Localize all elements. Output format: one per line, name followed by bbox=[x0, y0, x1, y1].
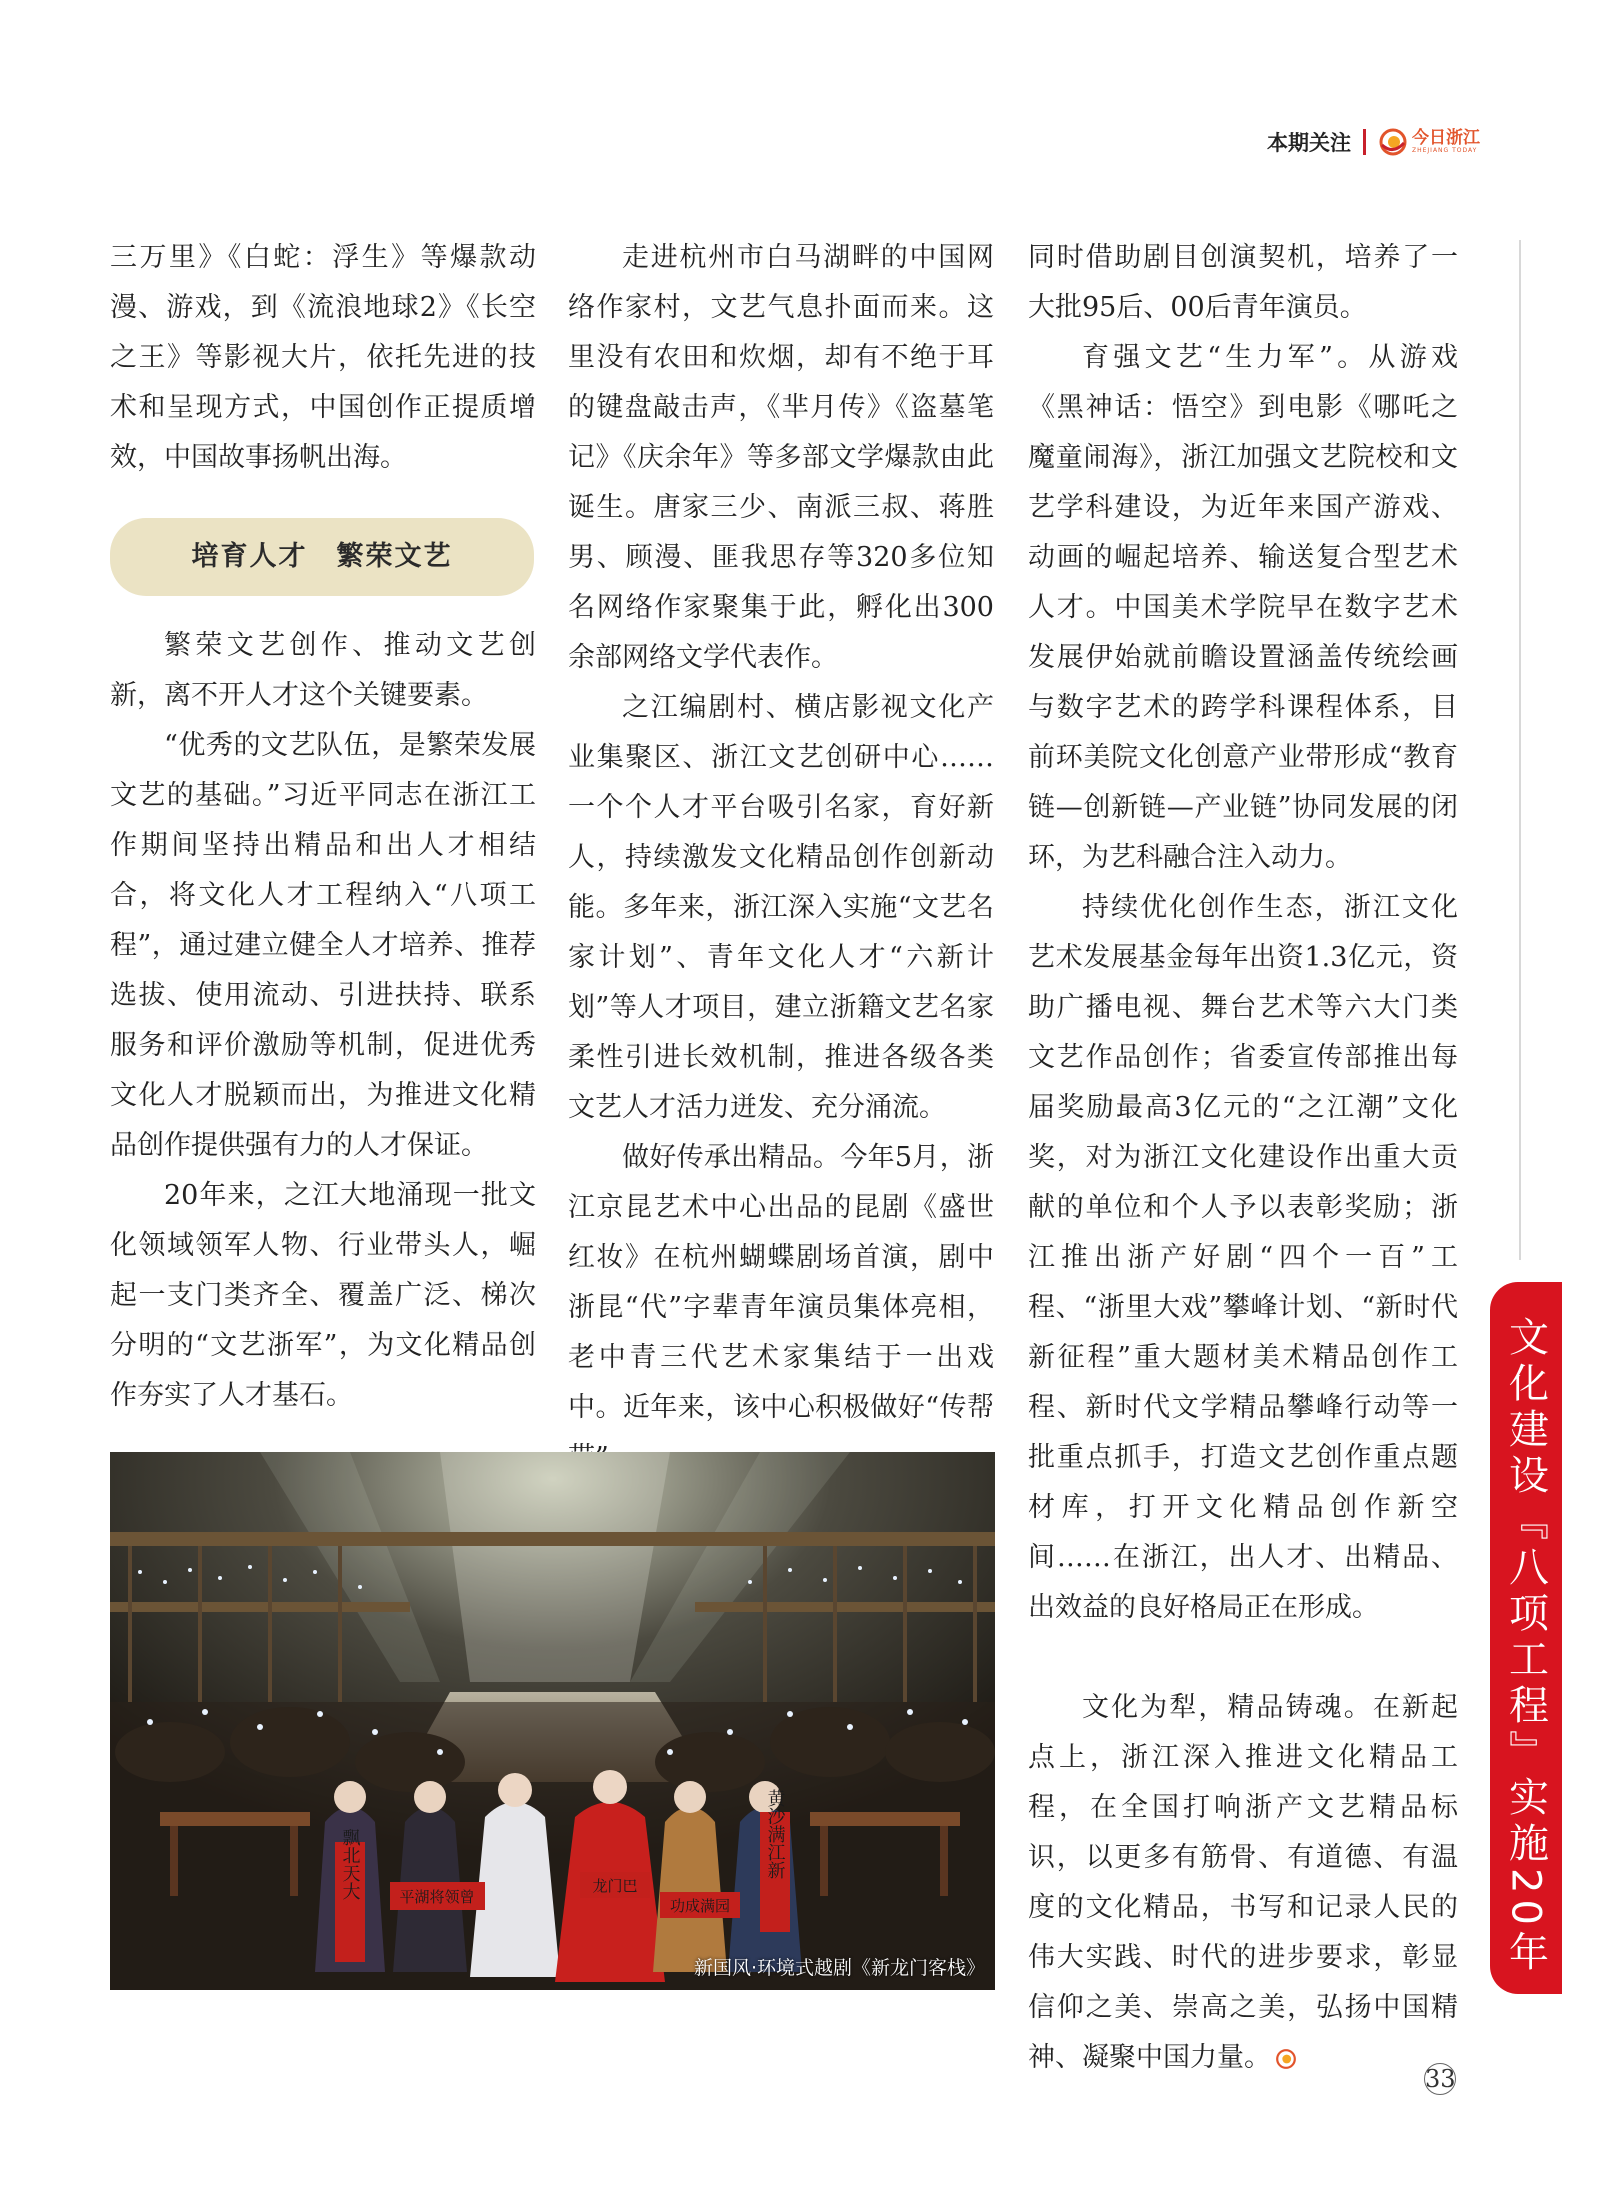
scroll-text-1: 飘北天大 bbox=[339, 1828, 361, 1900]
section-label: 本期关注 bbox=[1267, 131, 1351, 155]
paragraph: 之江编剧村、横店影视文化产业集聚区、浙江文艺创研中心……一个个人才平台吸引名家，育好新人，持续激发文化精品创作创新动能。多年来，浙江深入实施“文艺名家计划”、青年文化人才“六新计划”等人才项目，建立浙籍文艺名家柔性引进长效机制，推进各级各类文艺人才活力迸发、充分涌流。 bbox=[568, 692, 994, 1123]
stage-photo bbox=[110, 1452, 995, 1990]
logo-swirl-icon bbox=[1378, 127, 1408, 157]
scroll-text-5: 黄沙满江新 bbox=[764, 1789, 786, 1879]
header-divider bbox=[1363, 129, 1366, 155]
column-3 bbox=[1028, 233, 1458, 2083]
page-number: 33 bbox=[1425, 2065, 1456, 2093]
scroll-text-3: 龙门巴 bbox=[592, 1877, 638, 1895]
closing-text: 文化为犁，精品铸魂。在新起点上，浙江深入推进文化精品工程，在全国打响浙产文艺精品标识，以更多有筋骨、有道德、有温度的文化精品，书写和记录人民的伟大实践、时代的进步要求，彰显信仰之美、崇高之美，弘扬中国精神、凝聚中国力量。 bbox=[1028, 1692, 1458, 2073]
paragraph: 做好传承出精品。今年5月，浙江京昆艺术中心出品的昆剧《盛世红妆》在杭州蝴蝶剧场首演，剧中浙昆“代”字辈青年演员集体亮相，老中青三代艺术家集结于一出戏中。近年来，该中心积极做好“传帮 bbox=[568, 1142, 994, 1423]
logo-cn: 今日浙江 bbox=[1412, 128, 1480, 148]
photo-caption: 新国风·环境式越剧《新龙门客栈》 bbox=[693, 1957, 985, 1979]
theater-image bbox=[110, 1452, 995, 1990]
paragraph: 持续优化创作生态，浙江文化艺术发展基金每年出资1.3亿元，资助广播电视、舞台艺术等六大门类文艺作品创作；省委宣传部推出每届奖励最高3亿元的“之江潮”文化奖，对为浙江文化建设作出重大贡献的单位和个人予以表彰奖励；浙江推出浙产好剧“四个一百”工程、“浙里大戏”攀峰计划、“新时代 新征程”重大题材美术精品创作工程、新时代文学精品攀峰行动等一批重点抓手，打造文艺创作重点题材库，打开文化精品创作新空间……在浙江，出人才、出精品、出效益的良好格局正在形成。 bbox=[1028, 892, 1458, 1623]
paragraph: 三万里》《白蛇：浮生》等爆款动漫、游戏，到《流浪地球2》《长空之王》等影视大片，依托先进的技术和呈现方式，中国创作正提质增效，中国故事扬帆出海。 bbox=[110, 242, 536, 473]
section-subheading: 培育人才 繁荣文艺 bbox=[110, 518, 534, 596]
scroll-text-2: 平湖将领曾 bbox=[399, 1888, 475, 1906]
paragraph: “优秀的文艺队伍，是繁荣发展文艺的基础。”习近平同志在浙江工作期间坚持出精品和出人才相结合，将文化人才工程纳入“八项工程”，通过建立健全人才培养、推荐选拔、使用流动、引进扶持、联系服务和评价激励等机制，促进优秀文化人才脱颖而出，为推进文化精品创作提供强有力的人才保证。 bbox=[110, 730, 536, 1161]
logo-en: ZHEJIANG TODAY bbox=[1412, 147, 1478, 154]
page-header bbox=[1267, 122, 1480, 162]
magazine-logo bbox=[1378, 127, 1480, 157]
paragraph: 同时借助剧目创演契机，培养了一大批95后、00后青年演员。 bbox=[1028, 242, 1458, 323]
column-1 bbox=[110, 233, 536, 1421]
paragraph: 走进杭州市白马湖畔的中国网络作家村，文艺气息扑面而来。这里没有农田和炊烟，却有不绝于耳的键盘敲击声，《芈月传》《盗墓笔记》《庆余年》等多部文学爆款由此诞生。唐家三少、南派三叔、蒋胜男、顾漫、匪我思存等320多位知名网络作家聚集于此，孵化出300余部网络文学代表作。 bbox=[568, 242, 994, 673]
paragraph: 育强文艺“生力军”。从游戏《黑神话：悟空》到电影《哪吒之魔童闹海》，浙江加强文艺院校和文艺学科建设，为近年来国产游戏、动画的崛起培养、输送复合型艺术人才。中国美术学院早在数字艺术发展伊始就前瞻设置涵盖传统绘画与数字艺术的跨学科课程体系，目前环美院文化创意产业带形成“教育链—创新链—产业链”协同发展的闭环，为艺科融合注入动力。 bbox=[1028, 342, 1458, 873]
paragraph-closing bbox=[1028, 1683, 1458, 2083]
column-divider-line bbox=[1519, 240, 1521, 1260]
scroll-text-4: 功成满园 bbox=[669, 1897, 731, 1915]
paragraph: 繁荣文艺创作、推动文艺创新，离不开人才这个关键要素。 bbox=[110, 630, 536, 711]
side-tab bbox=[1490, 1282, 1562, 1994]
side-tab-title: 文化建设『八项工程』实施20年 bbox=[1502, 1316, 1549, 1977]
column-2 bbox=[568, 233, 994, 1483]
paragraph: 20年来，之江大地涌现一批文化领域领军人物、行业带头人，崛起一支门类齐全、覆盖广泛、梯次分明的“文艺浙军”，为文化精品创作夯实了人才基石。 bbox=[110, 1180, 536, 1411]
end-logo-icon bbox=[1275, 2048, 1297, 2070]
